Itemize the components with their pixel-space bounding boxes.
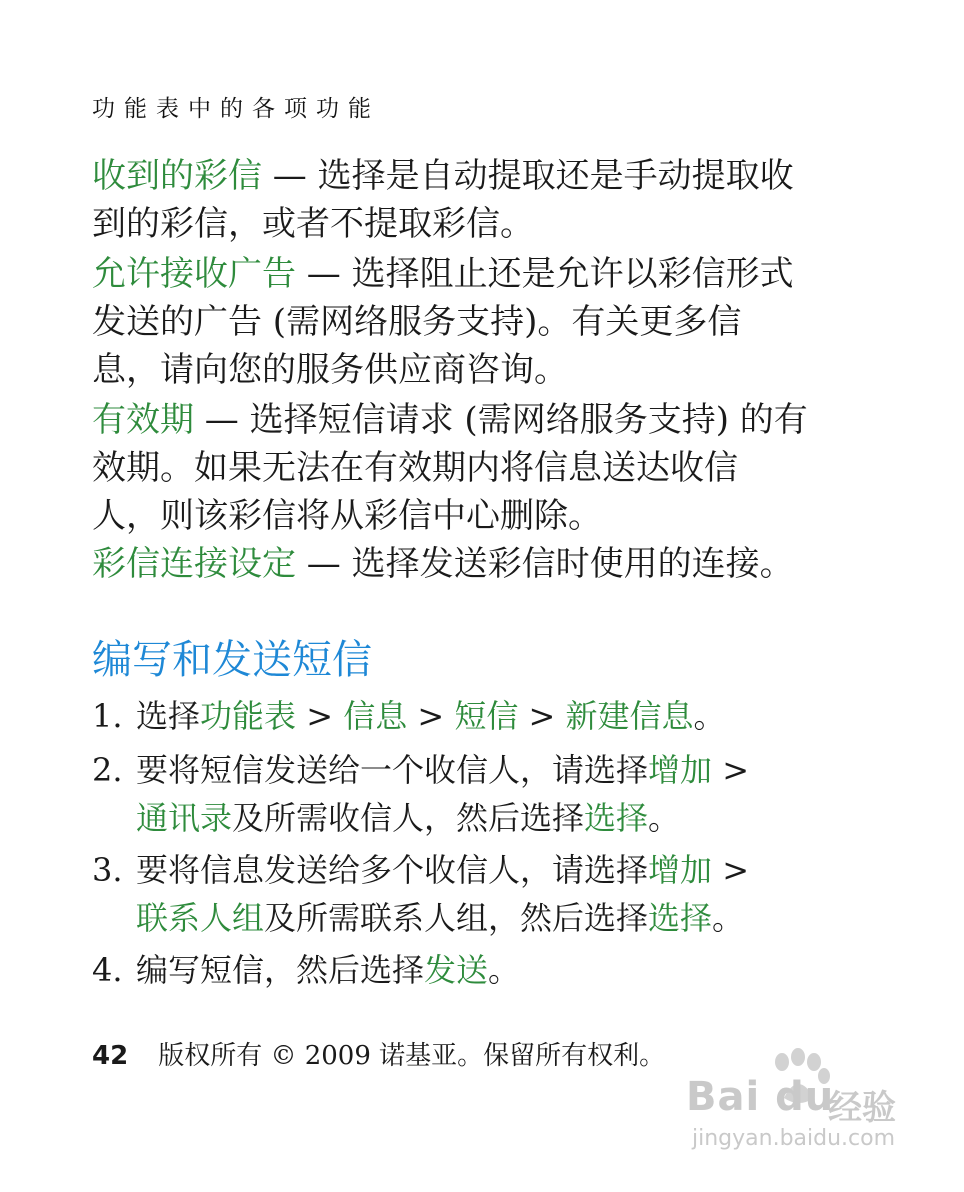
step-number: 1. [92, 697, 123, 735]
setting-term: 有效期 [92, 400, 194, 440]
watermark-brand-cn: 经验 [828, 1088, 896, 1128]
setting-desc-line: 人，则该彩信将从彩信中心删除。 [92, 496, 602, 536]
step-end: 。 [693, 697, 726, 735]
keyword-contact-groups: 联系人组 [136, 899, 265, 937]
setting-mms-connection [92, 540, 882, 588]
page-header-title: 功能表中的各项功能 [92, 96, 380, 122]
watermark-url: jingyan.baidu.com [692, 1126, 896, 1151]
setting-desc-line: 到的彩信，或者不提取彩信。 [92, 204, 534, 244]
watermark-brand: Bai du [686, 1074, 835, 1120]
menu-path-functions: 功能表 [200, 697, 297, 735]
step-end: 。 [488, 951, 521, 989]
path-separator: > [518, 697, 566, 735]
path-separator: > [712, 751, 750, 789]
setting-term: 彩信连接设定 [92, 544, 296, 584]
keyword-add: 增加 [648, 751, 713, 789]
setting-validity [92, 396, 882, 540]
keyword-contacts: 通讯录 [136, 799, 233, 837]
step-text [136, 746, 892, 842]
page-number: 42 [92, 1041, 129, 1071]
step-3 [92, 846, 892, 942]
step-text-part: 要将信息发送给多个收信人，请选择 [136, 851, 649, 889]
step-number: 2. [92, 751, 123, 789]
path-separator: > [296, 697, 344, 735]
path-separator: > [712, 851, 750, 889]
copyright-notice: 版权所有 © 2009 诺基亚。保留所有权利。 [158, 1041, 666, 1071]
step-4 [92, 946, 892, 994]
step-2 [92, 746, 892, 842]
setting-desc-line: 息，请向您的服务供应商咨询。 [92, 350, 568, 390]
section-heading: 编写和发送短信 [92, 637, 372, 683]
setting-desc-line: 选择阻止还是允许以彩信形式 [351, 254, 794, 294]
setting-dash: — [194, 400, 250, 440]
setting-term: 收到的彩信 [92, 156, 262, 196]
step-number: 4. [92, 951, 123, 989]
step-text [136, 692, 892, 740]
setting-desc-line: 发送的广告 (需网络服务支持)。有关更多信 [92, 302, 742, 342]
setting-desc-line: 选择发送彩信时使用的连接。 [351, 544, 794, 584]
step-text-part: 及所需联系人组，然后选择 [264, 899, 649, 937]
setting-dash: — [296, 544, 352, 584]
step-text-part: 编写短信，然后选择 [136, 951, 425, 989]
setting-dash: — [296, 254, 352, 294]
step-end: 。 [712, 899, 745, 937]
setting-received-mms [92, 152, 882, 248]
step-end: 。 [648, 799, 681, 837]
page-footer [92, 1036, 665, 1076]
setting-desc-line: 效期。如果无法在有效期内将信息送达收信 [92, 448, 738, 488]
setting-desc-line: 选择是自动提取还是手动提取收 [317, 156, 794, 196]
keyword-add: 增加 [648, 851, 713, 889]
menu-path-sms: 短信 [454, 697, 519, 735]
step-number: 3. [92, 851, 123, 889]
menu-path-messages: 信息 [343, 697, 408, 735]
path-separator: > [407, 697, 455, 735]
step-text [136, 846, 892, 942]
baidu-watermark [686, 1052, 916, 1162]
setting-dash: — [262, 156, 318, 196]
keyword-send: 发送 [424, 951, 489, 989]
setting-term: 允许接收广告 [92, 254, 296, 294]
step-text-part: 及所需收信人，然后选择 [232, 799, 585, 837]
step-text-part: 要将短信发送给一个收信人，请选择 [136, 751, 649, 789]
setting-allow-ads [92, 250, 882, 394]
step-text [136, 946, 892, 994]
step-1 [92, 692, 892, 740]
keyword-select: 选择 [648, 899, 713, 937]
step-text-part: 选择 [136, 697, 201, 735]
keyword-select: 选择 [584, 799, 649, 837]
menu-path-new-message: 新建信息 [565, 697, 694, 735]
setting-desc-line: 选择短信请求 (需网络服务支持) 的有 [249, 400, 808, 440]
